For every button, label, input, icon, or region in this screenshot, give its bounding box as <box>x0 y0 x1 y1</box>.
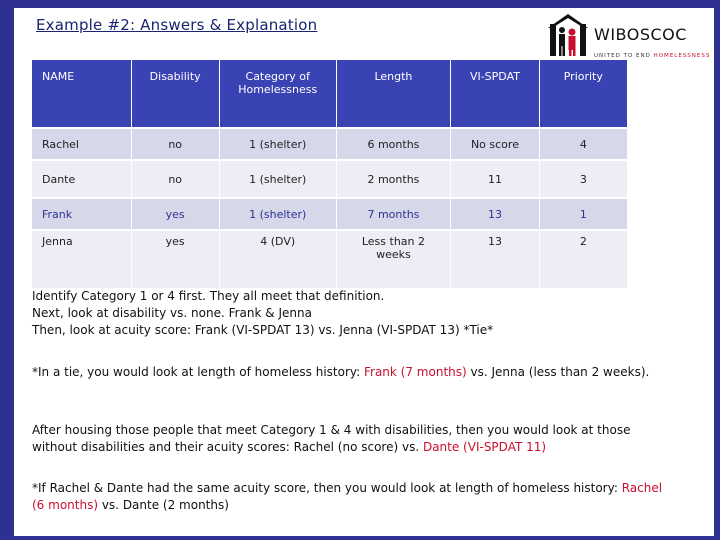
header-disability: Disability <box>132 60 220 127</box>
header-priority: Priority <box>540 60 628 127</box>
cell-name: Rachel <box>32 127 132 159</box>
tie-text-start: *In a tie, you would look at length of homeless history: <box>32 365 364 379</box>
cell-category: 1 (shelter) <box>220 197 337 229</box>
cell-disability: no <box>132 159 220 197</box>
no-disability-text: After housing those people that meet Category 1 & 4 with disabilities, then you would look at those without disabilities and their acuity scores: Rachel (no score) vs. <box>32 423 631 454</box>
family-house-icon <box>544 14 592 60</box>
no-disability-explanation <box>32 422 672 456</box>
same-score-text-start: *If Rachel & Dante had the same acuity score, then you would look at length of homeless history: <box>32 481 622 495</box>
header-category: Category of Homelessness <box>220 60 337 127</box>
logo-tagline <box>594 53 710 59</box>
table-row <box>32 229 628 288</box>
cell-length: 2 months <box>337 159 452 197</box>
table-header-row <box>32 60 628 127</box>
cell-name: Frank <box>32 197 132 229</box>
table-row <box>32 127 628 159</box>
cell-disability: no <box>132 127 220 159</box>
cell-length: Less than 2 weeks <box>337 229 452 288</box>
cell-length: 7 months <box>337 197 452 229</box>
header-vispdat: VI-SPDAT <box>451 60 539 127</box>
same-score-highlight: Rachel (6 months) <box>32 481 663 512</box>
tie-text-end: vs. Jenna (less than 2 weeks). <box>466 365 650 379</box>
cell-disability: yes <box>132 229 220 288</box>
same-score-text-end: vs. Dante (2 months) <box>98 498 229 512</box>
cell-name: Dante <box>32 159 132 197</box>
tie-highlight: Frank (7 months) <box>363 365 467 379</box>
logo-tagline-end: HOMELESSNESS <box>653 53 711 59</box>
cell-category: 1 (shelter) <box>220 127 337 159</box>
header-length: Length <box>337 60 452 127</box>
logo-tagline-start: UNITED TO END <box>594 53 654 59</box>
explanation-steps <box>32 288 672 339</box>
cell-name: Jenna <box>32 229 132 288</box>
cell-priority: 1 <box>540 197 628 229</box>
slide-title: Example #2: Answers & Explanation <box>36 16 318 34</box>
cell-length: 6 months <box>337 127 452 159</box>
tie-explanation <box>32 364 672 381</box>
no-disability-highlight: Dante (VI-SPDAT 11) <box>422 440 547 454</box>
table-row <box>32 197 628 229</box>
cell-priority: 4 <box>540 127 628 159</box>
cell-priority: 2 <box>540 229 628 288</box>
logo-text: WIBOSCOC <box>594 25 687 44</box>
cell-vispdat: 13 <box>451 229 539 288</box>
priority-table <box>32 60 628 288</box>
table-row <box>32 159 628 197</box>
cell-vispdat: 11 <box>451 159 539 197</box>
slide <box>14 8 714 536</box>
cell-category: 1 (shelter) <box>220 159 337 197</box>
cell-disability: yes <box>132 197 220 229</box>
step-line-2: Next, look at disability vs. none. Frank & Jenna <box>32 306 312 320</box>
header-name: NAME <box>32 60 132 127</box>
cell-vispdat: No score <box>451 127 539 159</box>
cell-priority: 3 <box>540 159 628 197</box>
wiboscoc-logo <box>544 12 711 66</box>
cell-category: 4 (DV) <box>220 229 337 288</box>
same-score-explanation <box>32 480 672 514</box>
cell-vispdat: 13 <box>451 197 539 229</box>
step-line-1: Identify Category 1 or 4 first. They all meet that definition. <box>32 289 385 303</box>
step-line-3: Then, look at acuity score: Frank (VI-SPDAT 13) vs. Jenna (VI-SPDAT 13) *Tie* <box>32 323 494 337</box>
